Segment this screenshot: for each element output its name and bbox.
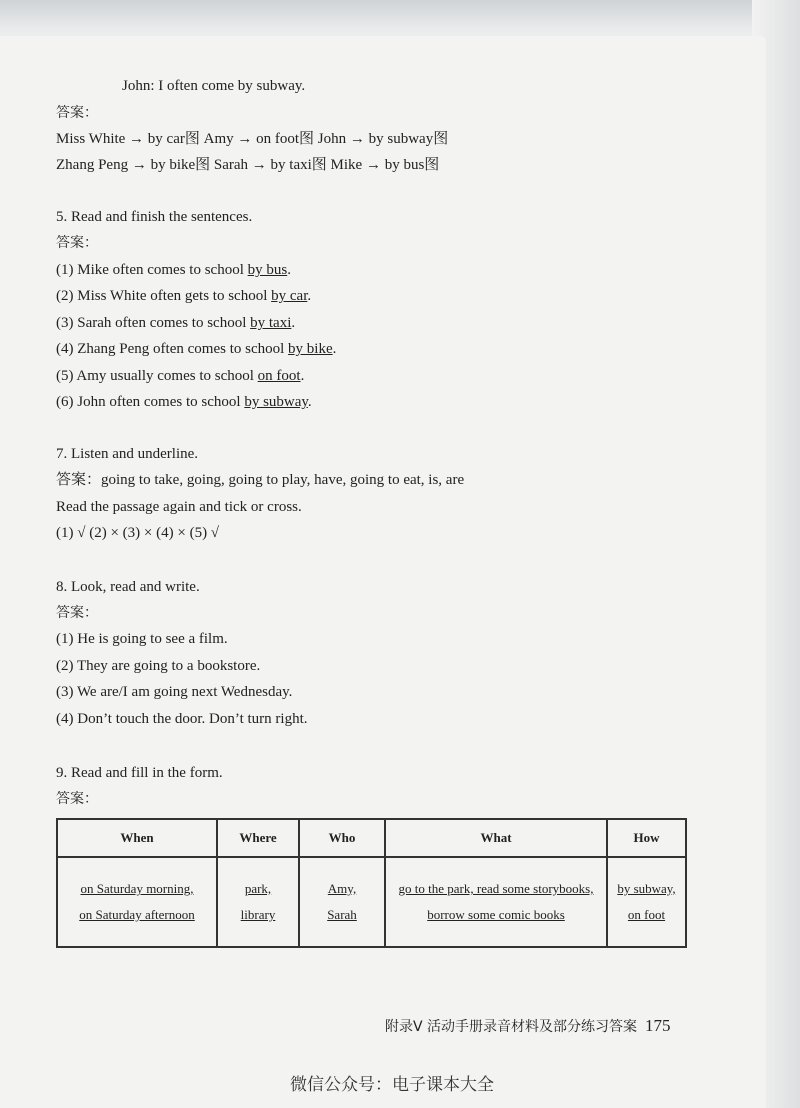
question-7-answer: 答案：going to take, going, going to play, have, going to eat, is, are <box>56 472 465 488</box>
q8-answer-4: (4) Don’t touch the door. Don’t turn right. <box>56 711 308 727</box>
answer-row-1: Miss White → by car图 Amy → on foot图 John → by subway图 <box>56 131 449 147</box>
cell-text: borrow some comic books <box>427 907 565 922</box>
page-number: 175 <box>645 1016 671 1035</box>
q5-sentence-5: (5) Amy usually comes to school on foot. <box>56 368 305 384</box>
header-where: Where <box>217 819 299 857</box>
cell-text: Amy, <box>327 881 357 896</box>
answer-label: 答案： <box>56 605 98 621</box>
cell-how <box>607 857 686 947</box>
dialogue-line: John: I often come by subway. <box>122 78 306 94</box>
answer-label: 答案： <box>56 105 98 121</box>
answer-row-2: Zhang Peng → by bike图 Sarah → by taxi图 Mike → by bus图 <box>56 157 440 173</box>
cell-when <box>57 857 217 947</box>
question-5-title: 5. Read and finish the sentences. <box>56 209 253 225</box>
header-when: When <box>57 819 217 857</box>
cell-where <box>217 857 299 947</box>
cell-text: go to the park, read some storybooks, <box>398 881 594 896</box>
answer-label: 答案： <box>56 791 98 807</box>
cell-text: park, <box>244 881 272 896</box>
cell-text: on Saturday afternoon <box>79 907 195 922</box>
q5-sentence-2: (2) Miss White often gets to school by car. <box>56 288 312 304</box>
q5-sentence-1: (1) Mike often comes to school by bus. <box>56 262 291 278</box>
header-how: How <box>607 819 686 857</box>
cell-text: library <box>240 907 276 922</box>
cell-text: on Saturday morning, <box>80 881 194 896</box>
q5-sentence-6: (6) John often comes to school by subway. <box>56 394 312 410</box>
q8-answer-2: (2) They are going to a bookstore. <box>56 658 261 674</box>
cell-text: Sarah <box>327 907 357 922</box>
watermark-text: 微信公众号：电子课本大全 <box>290 1075 494 1095</box>
q5-sentence-3: (3) Sarah often comes to school by taxi. <box>56 315 296 331</box>
header-what: What <box>385 819 607 857</box>
answer-label: 答案： <box>56 235 98 251</box>
footer-section-title: 附录V 活动手册录音材料及部分练习答案 <box>385 1019 638 1035</box>
question-7-ticks: (1) √ (2) × (3) × (4) × (5) √ <box>56 525 220 541</box>
question-8-title: 8. Look, read and write. <box>56 579 200 595</box>
page-footer <box>385 1016 671 1036</box>
header-who: Who <box>299 819 385 857</box>
question-7-instruction: Read the passage again and tick or cross. <box>56 499 302 515</box>
table-header-row <box>57 819 686 857</box>
q8-answer-1: (1) He is going to see a film. <box>56 631 228 647</box>
question-7-title: 7. Listen and underline. <box>56 446 199 462</box>
cell-text: by subway, <box>617 881 676 896</box>
q5-sentence-4: (4) Zhang Peng often comes to school by bike. <box>56 341 337 357</box>
answer-form-table <box>56 818 687 948</box>
table-row <box>57 857 686 947</box>
cell-what <box>385 857 607 947</box>
q8-answer-3: (3) We are/I am going next Wednesday. <box>56 684 293 700</box>
question-9-title: 9. Read and fill in the form. <box>56 765 223 781</box>
cell-who <box>299 857 385 947</box>
cell-text: on foot <box>627 907 666 922</box>
